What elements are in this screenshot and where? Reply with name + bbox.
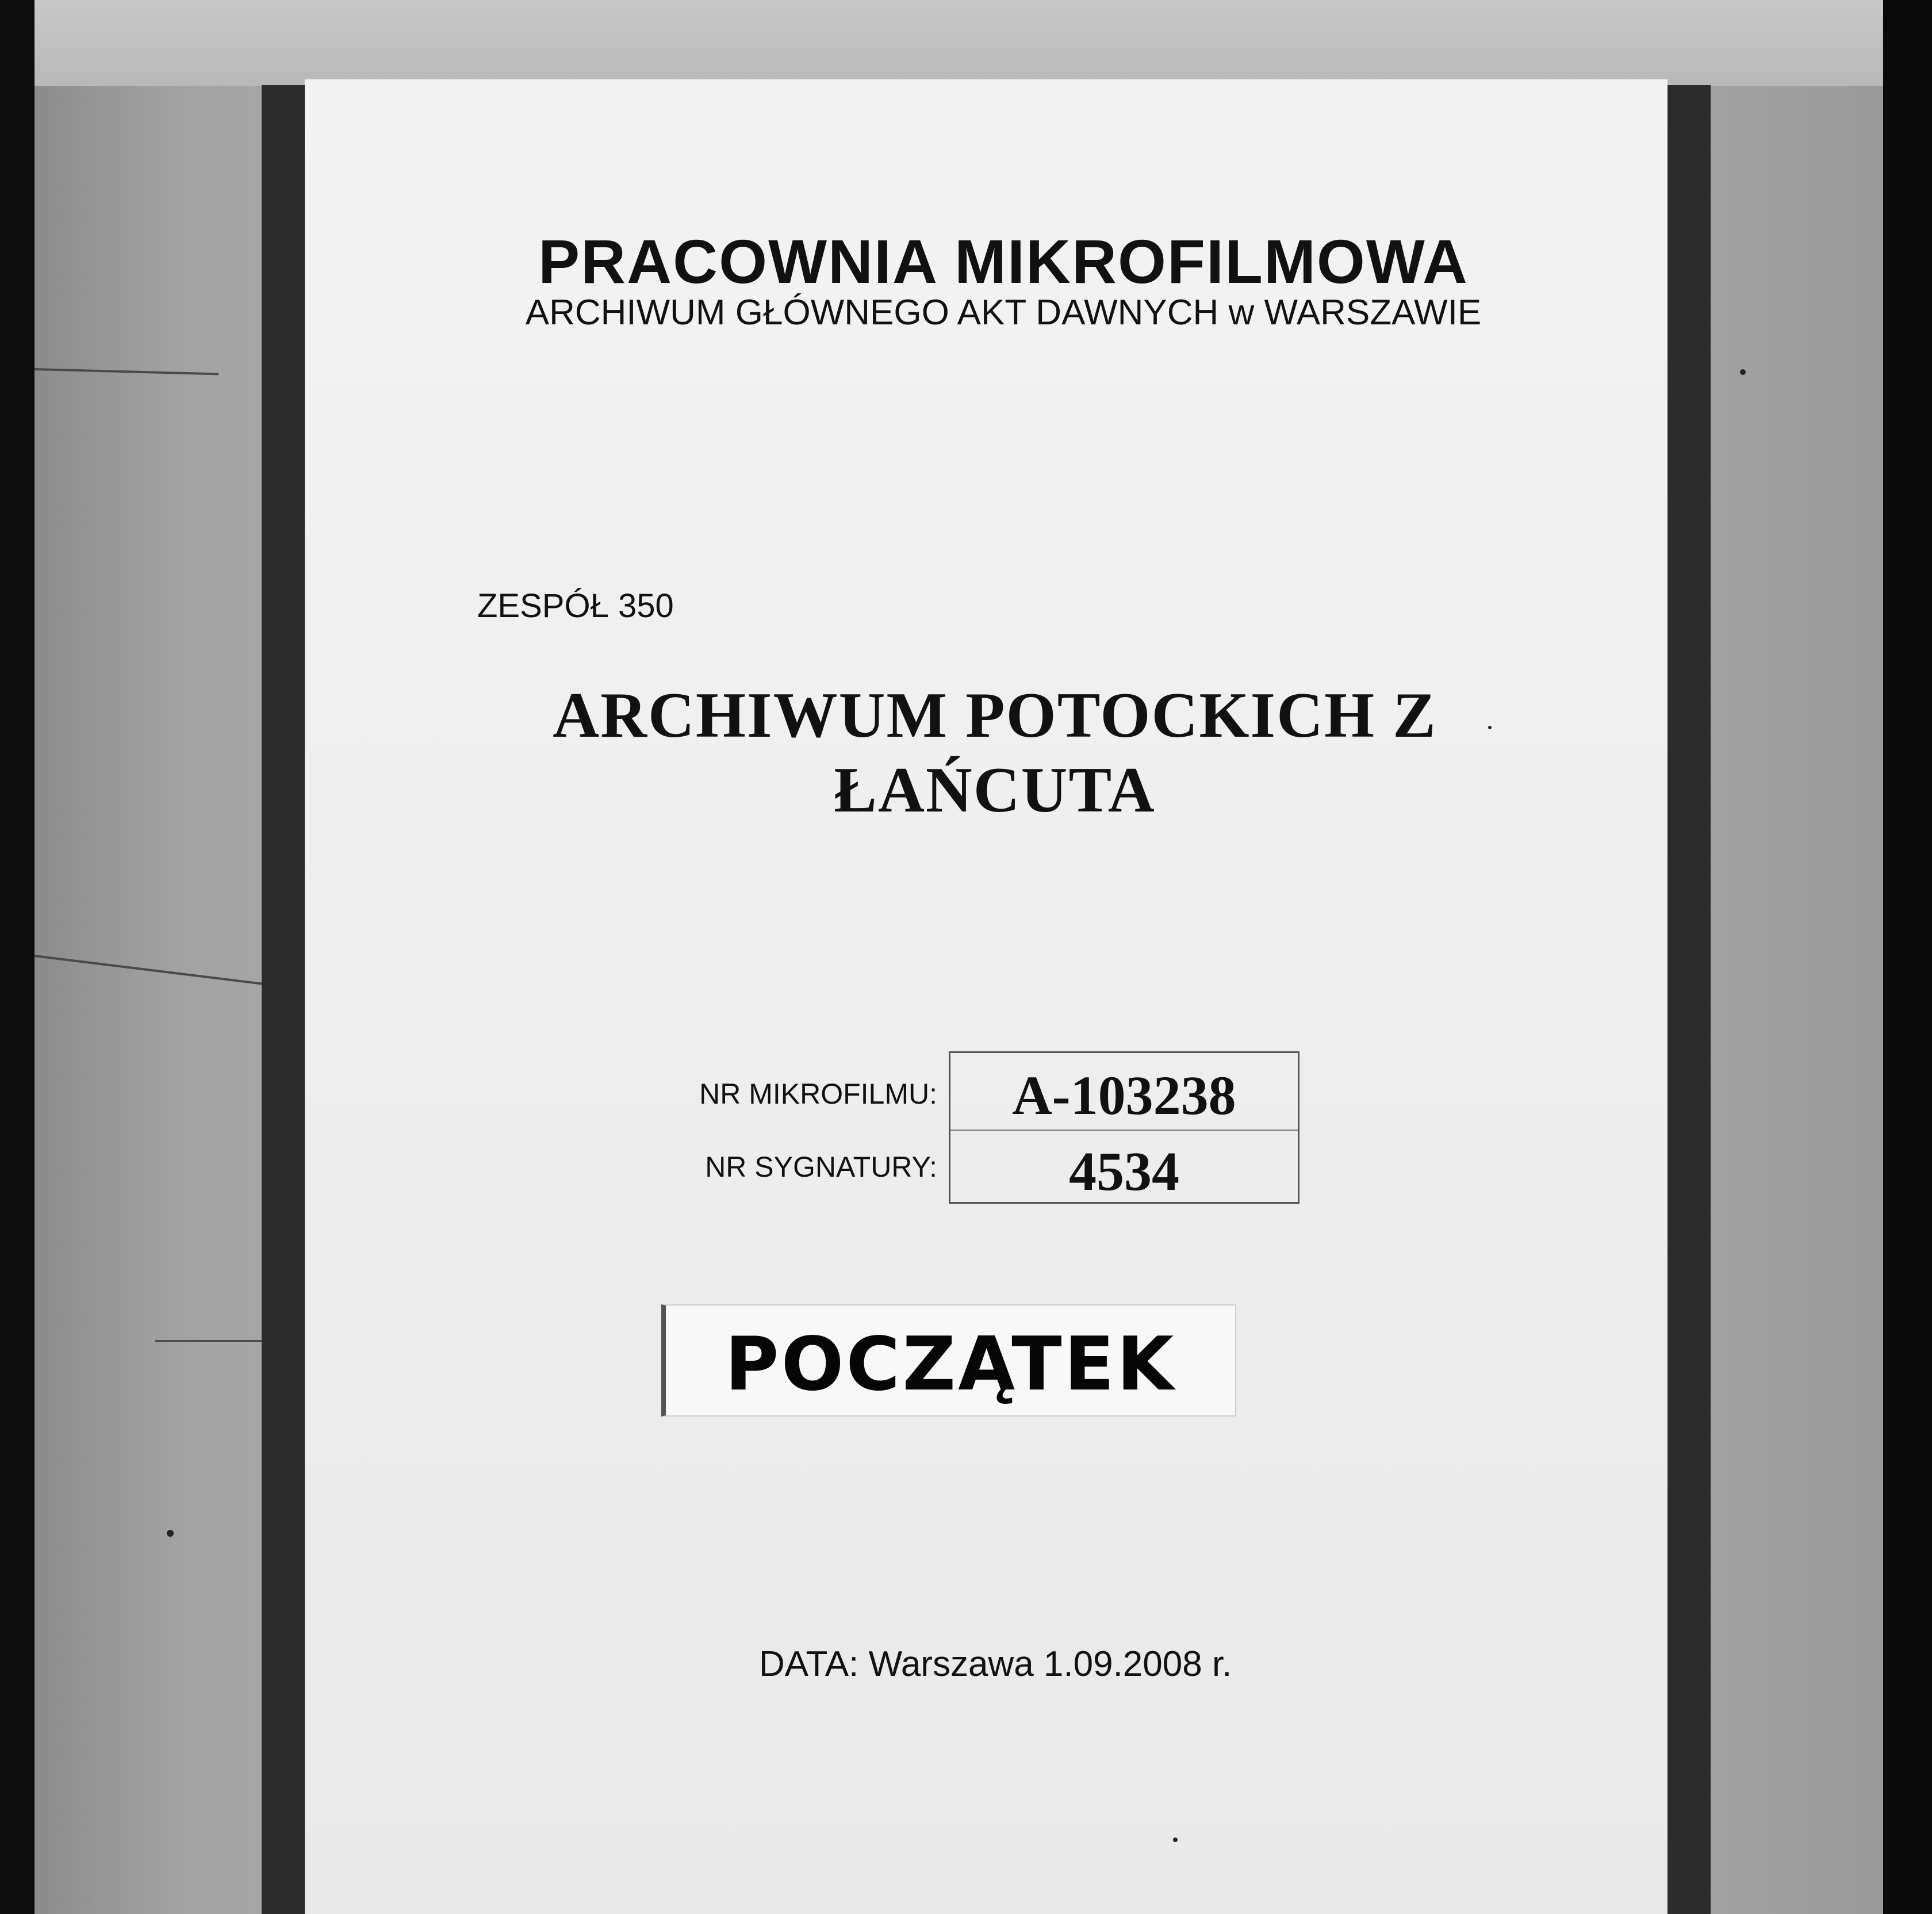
start-stamp bbox=[661, 1304, 1236, 1417]
start-stamp-text: POCZĄTEK bbox=[724, 1322, 1176, 1407]
film-speck bbox=[1173, 1838, 1178, 1842]
microfilm-number-label: NR MIKROFILMU: bbox=[699, 1078, 937, 1110]
identifier-box bbox=[949, 1051, 1300, 1204]
signature-number-label: NR SYGNATURY: bbox=[705, 1151, 937, 1183]
collection-title-line-2: ŁAŃCUTA bbox=[834, 755, 1156, 826]
fonds-number: ZESPÓŁ 350 bbox=[477, 587, 674, 625]
film-speck bbox=[167, 1530, 174, 1537]
film-speck bbox=[1488, 726, 1492, 729]
film-speck bbox=[1740, 369, 1746, 375]
archive-subheading: ARCHIWUM GŁÓWNEGO AKT DAWNYCH w WARSZAWIE bbox=[525, 293, 1482, 332]
microfilm-number-value: A-103238 bbox=[1012, 1065, 1236, 1126]
institution-heading: PRACOWNIA MIKROFILMOWA bbox=[538, 227, 1469, 296]
identifier-box-divider bbox=[950, 1130, 1298, 1131]
scan-backdrop-top bbox=[34, 0, 1883, 86]
backdrop-crease bbox=[155, 1340, 270, 1342]
document-date: DATA: Warszawa 1.09.2008 r. bbox=[759, 1644, 1232, 1684]
signature-number-value: 4534 bbox=[1069, 1140, 1179, 1202]
collection-title-line-1: ARCHIWUM POTOCKICH Z bbox=[553, 680, 1437, 751]
document-sheet bbox=[305, 79, 1667, 1914]
